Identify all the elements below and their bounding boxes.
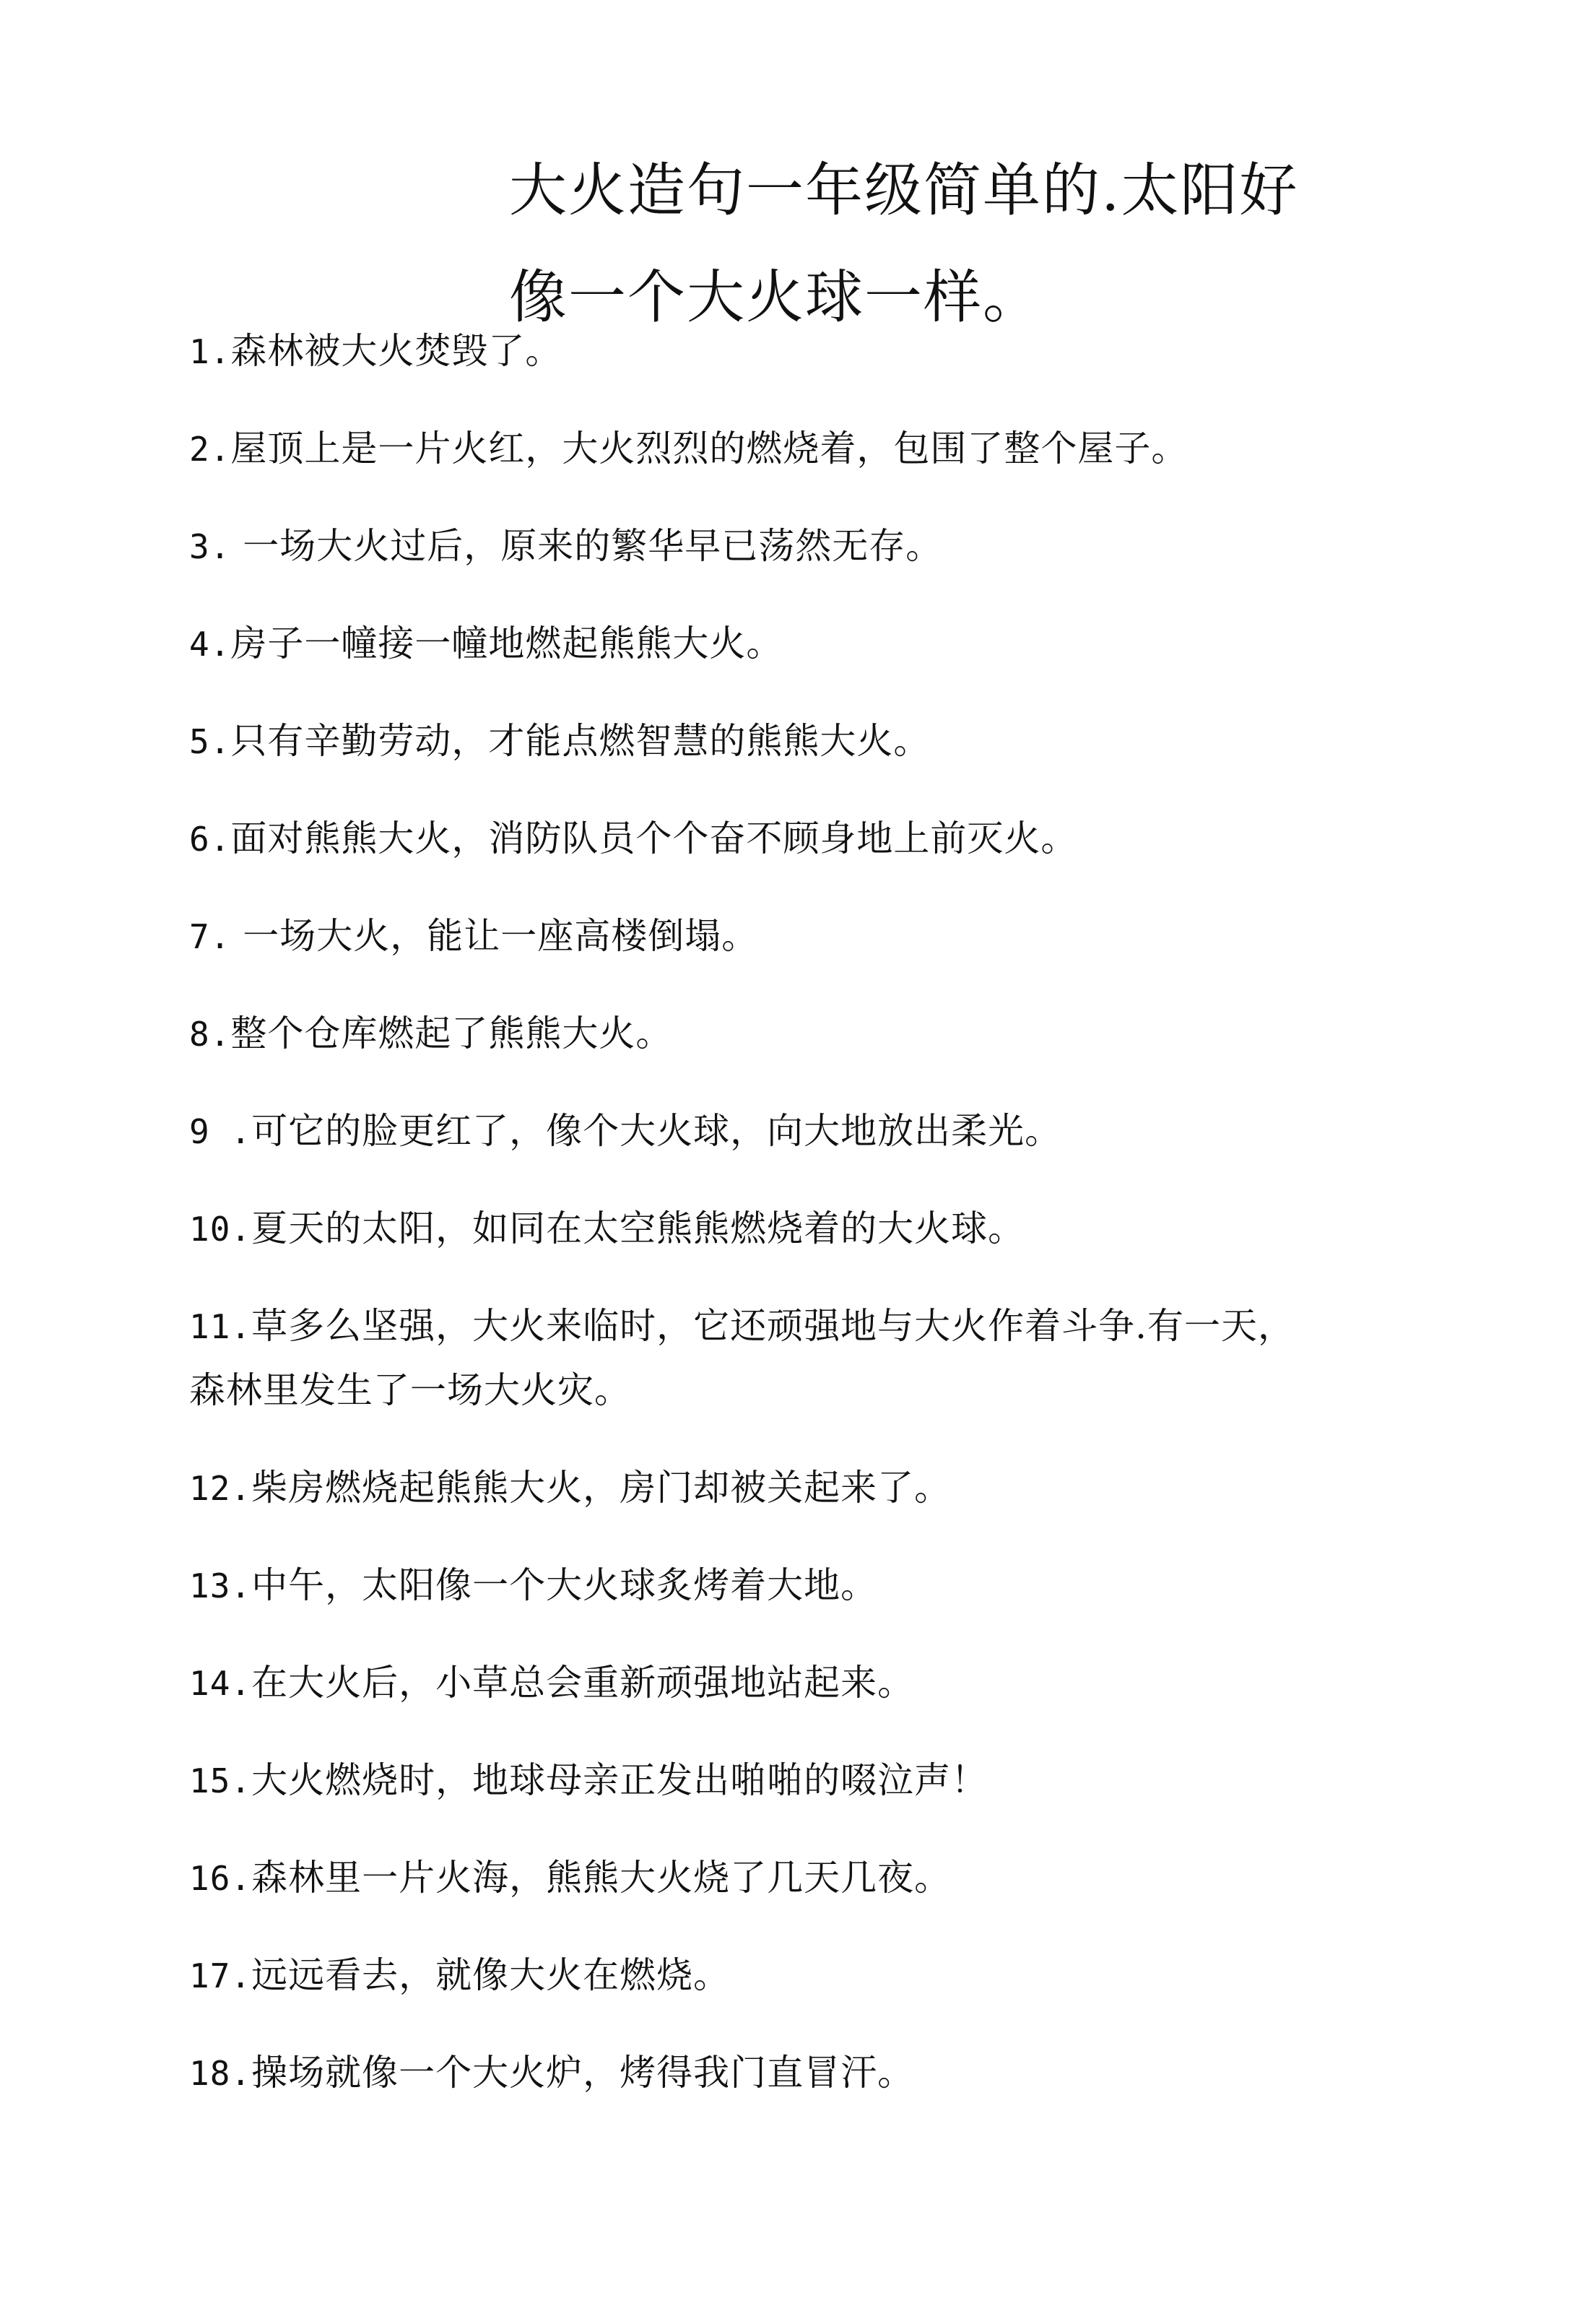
list-item [189, 1748, 1316, 1812]
item-number: 14. [189, 1664, 252, 1703]
list-item [189, 514, 1316, 578]
list-item [189, 2041, 1316, 2104]
item-number: 3. [189, 527, 231, 566]
list-item [189, 1002, 1316, 1065]
item-text: 可它的脸更红了，像个大火球，向大地放出柔光。 [251, 1110, 1062, 1152]
item-number: 10. [189, 1210, 252, 1249]
item-number: 2. [189, 430, 231, 469]
item-text: 一场大火，能让一座高楼倒塌。 [230, 915, 759, 957]
list-item [189, 904, 1316, 968]
list-item [189, 709, 1316, 773]
item-number: 12. [189, 1469, 252, 1508]
list-item [189, 1456, 1316, 1519]
title-line: 像一个大火球一样。 [509, 264, 1042, 331]
list-item [189, 1651, 1316, 1714]
item-text: 森林被大火焚毁了。 [230, 330, 562, 372]
item-text: 整个仓库燃起了熊熊大火。 [230, 1013, 673, 1054]
item-text: 一场大火过后，原来的繁华早已荡然无存。 [230, 525, 943, 567]
item-number: 17. [189, 1956, 252, 1995]
sentence-list [189, 319, 1316, 2138]
list-item [189, 319, 1316, 383]
item-number: 5. [189, 722, 231, 761]
item-number: 18. [189, 2054, 252, 2093]
list-item [189, 1294, 1316, 1422]
item-text: 草多么坚强，大火来临时，它还顽强地与大火作着斗争.有一天，森林里发生了一场大火灾。 [189, 1305, 1295, 1411]
item-number: 7. [189, 917, 231, 956]
item-number: 15. [189, 1761, 252, 1800]
item-number: 8. [189, 1015, 231, 1054]
item-number: 9 . [189, 1112, 252, 1151]
item-text: 操场就像一个大火炉，烤得我门直冒汗。 [251, 2052, 915, 2094]
item-text: 夏天的太阳，如同在太空熊熊燃烧着的大火球。 [251, 1207, 1025, 1249]
item-number: 1. [189, 332, 231, 371]
item-text: 远远看去，就像大火在燃烧。 [251, 1954, 731, 1996]
item-text: 中午，太阳像一个大火球炙烤着大地。 [251, 1564, 878, 1606]
list-item [189, 612, 1316, 675]
item-text: 只有辛勤劳动，才能点燃智慧的熊熊大火。 [230, 720, 931, 762]
item-text: 大火燃烧时，地球母亲正发出啪啪的啜泣声！ [251, 1759, 988, 1801]
item-number: 4. [189, 625, 231, 664]
list-item [189, 1099, 1316, 1163]
list-item [189, 1197, 1316, 1260]
item-number: 6. [189, 820, 231, 859]
item-text: 在大火后，小草总会重新顽强地站起来。 [251, 1662, 915, 1704]
item-text: 房子一幢接一幢地燃起熊熊大火。 [230, 623, 783, 664]
item-text: 屋顶上是一片火红，大火烈烈的燃烧着，包围了整个屋子。 [230, 428, 1188, 469]
item-text: 森林里一片火海，熊熊大火烧了几天几夜。 [251, 1857, 952, 1899]
list-item [189, 1943, 1316, 2007]
list-item [189, 807, 1316, 870]
item-text: 柴房燃烧起熊熊大火，房门却被关起来了。 [251, 1467, 952, 1509]
item-number: 13. [189, 1566, 252, 1605]
item-text: 面对熊熊大火，消防队员个个奋不顾身地上前灭火。 [230, 818, 1078, 859]
list-item [189, 1846, 1316, 1909]
title-line: 大火造句一年级简单的.太阳好 [509, 157, 1299, 224]
list-item [189, 1553, 1316, 1617]
list-item [189, 417, 1316, 480]
item-number: 16. [189, 1859, 252, 1898]
item-number: 11. [189, 1307, 252, 1346]
